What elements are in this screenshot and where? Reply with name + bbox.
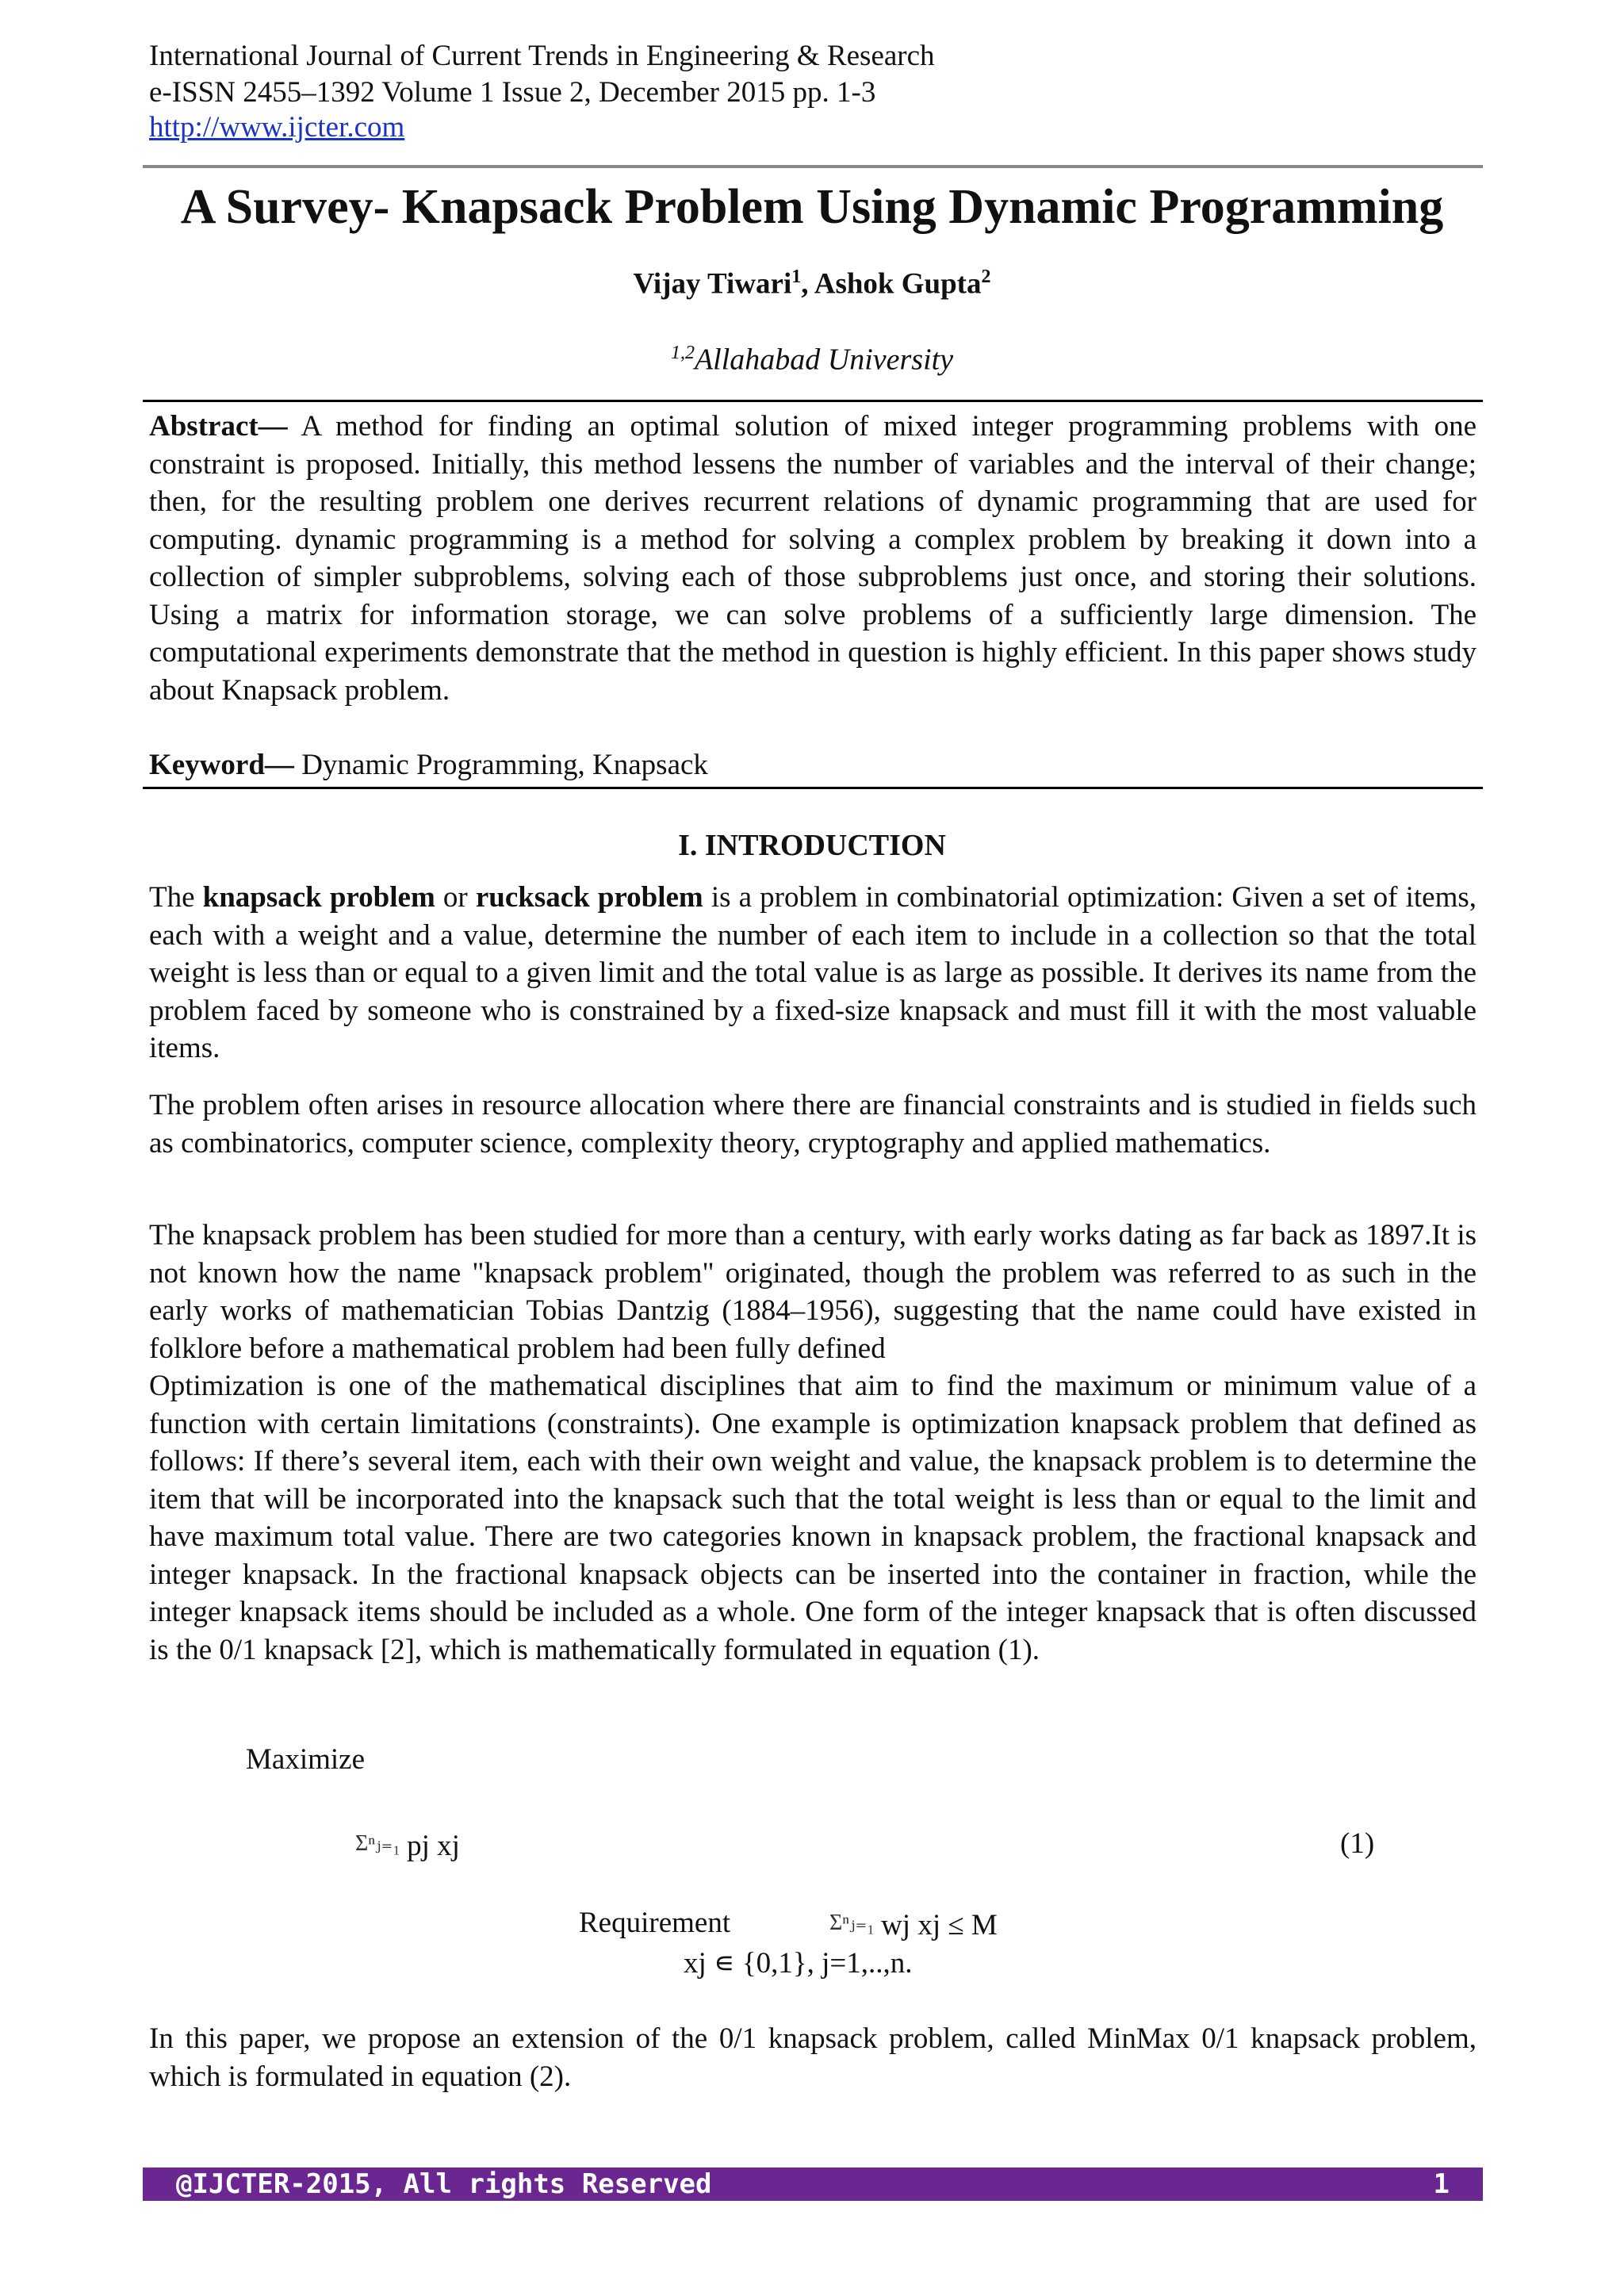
author-2-affil-mark: 2 (981, 266, 991, 287)
intro-paragraph-1 (149, 879, 1477, 1068)
journal-issn: e-ISSN 2455–1392 Volume 1 Issue 2, December 2015 pp. 1-3 (149, 76, 876, 109)
summation-symbol-2: Σⁿⱼ₌₁ (829, 1911, 875, 1935)
requirement-label: Requirement (579, 1907, 731, 1939)
objective-expression (355, 1826, 460, 1865)
equation-number: (1) (1340, 1827, 1375, 1860)
paper-title: A Survey- Knapsack Problem Using Dynamic Programming (180, 180, 1444, 234)
intro-paragraph-4: In this paper, we propose an extension of the 0/1 knapsack problem, called MinMax 0/1 knapsack problem, which is formulated in equation (2). (149, 2022, 1477, 2093)
page-number: 1 (1433, 2168, 1450, 2200)
maximize-label: Maximize (246, 1743, 366, 1776)
abstract-text: A method for finding an optimal solution of mixed integer programming problems with one constraint is proposed. Initially, this method lessens the number of variables and the interval of their change; then, for the resulting problem one derives recurrent relations of dynamic programming that are used for computing. dynamic programming is a method for solving a complex problem by breaking it down into a collection of simpler subproblems, solving each of those subproblems just once, and storing their solutions. Using a matrix for information storage, we can solve problems of a sufficiently large dimension. The computational experiments demonstrate that the method in question is highly efficient. In this paper shows study about Knapsack problem. (149, 410, 1477, 707)
objective-terms: pj xj (407, 1830, 460, 1862)
requirement-terms: wj xj ≤ M (881, 1909, 998, 1941)
author-1: Vijay Tiwari (633, 267, 792, 301)
intro-p3-optimization: Optimization is one of the mathematical disciplines that aim to find the maximum or minimum value of a function with certain limitations (constraints). One example is optimization knapsack problem that defined as follows: If there’s several item, each with their own weight and value, the knapsack problem is to determine the item that will be incorporated into the knapsack such that the total weight is less than or equal to the limit and have maximum total value. There are two categories known in knapsack problem, the fractional knapsack and integer knapsack. In the fractional knapsack objects can be inserted into the container in fraction, while the integer knapsack items should be included as a whole. One form of the integer knapsack that is often discussed is the 0/1 knapsack [2], which is mathematically formulated in equation (1). (149, 1370, 1477, 1666)
domain-expression: xj ∊ {0,1}, j=1,..,n. (684, 1947, 913, 1980)
intro-p1-text-a: The (149, 881, 203, 914)
affiliation (119, 335, 1505, 378)
term-rucksack-problem: rucksack problem (475, 881, 703, 914)
intro-paragraph-2: The problem often arises in resource allocation where there are financial constraints and is studied in fields such as combinatorics, computer science, complexity theory, cryptography and applied mathematics. (149, 1089, 1477, 1159)
intro-p1-text-c: is a problem in combinatorial optimization: Given a set of items, each with a weight and a value, determine the number of each item to include in a collection so that the total weight is less than or equal to a given limit and the total value is as large as possible. It derives its name from the problem faced by someone who is constrained by a fixed-size knapsack and must fill it with the most valuable items. (149, 881, 1477, 1064)
header-rule (143, 165, 1483, 168)
abstract-top-rule (143, 400, 1483, 402)
journal-name: International Journal of Current Trends in Engineering & Research (149, 40, 935, 72)
author-2: Ashok Gupta (814, 267, 982, 301)
keywords-bottom-rule (143, 787, 1483, 789)
abstract (149, 408, 1477, 709)
journal-url-link[interactable]: http://www.ijcter.com (149, 111, 405, 144)
intro-paragraph-3 (149, 1217, 1477, 1669)
section-heading: I. INTRODUCTION (678, 829, 946, 862)
keywords (149, 746, 1477, 784)
footer-copyright: @IJCTER-2015, All rights Reserved (176, 2168, 712, 2200)
intro-p1-text-b: or (435, 881, 476, 914)
author-1-affil-mark: 1 (791, 266, 802, 287)
keywords-label: Keyword— (149, 749, 294, 781)
author-separator: , (801, 267, 814, 301)
intro-p3-history: The knapsack problem has been studied for more than a century, with early works dating as far back as 1897.It is not known how the name "knapsack problem" originated, though the problem was referred to as such in the early works of mathematician Tobias Dantzig (1884–1956), suggesting that the name could have existed in folklore before a mathematical problem had been fully defined (149, 1219, 1477, 1365)
footer-bar (143, 2168, 1483, 2201)
author-line (119, 259, 1505, 302)
term-knapsack-problem: knapsack problem (202, 881, 435, 914)
summation-symbol: Σⁿⱼ₌₁ (355, 1831, 401, 1856)
keywords-text: Dynamic Programming, Knapsack (293, 749, 708, 781)
affiliation-mark: 1,2 (670, 343, 695, 363)
requirement-expression (829, 1905, 998, 1944)
abstract-label: Abstract— (149, 410, 288, 443)
affiliation-name: Allahabad University (694, 343, 954, 377)
